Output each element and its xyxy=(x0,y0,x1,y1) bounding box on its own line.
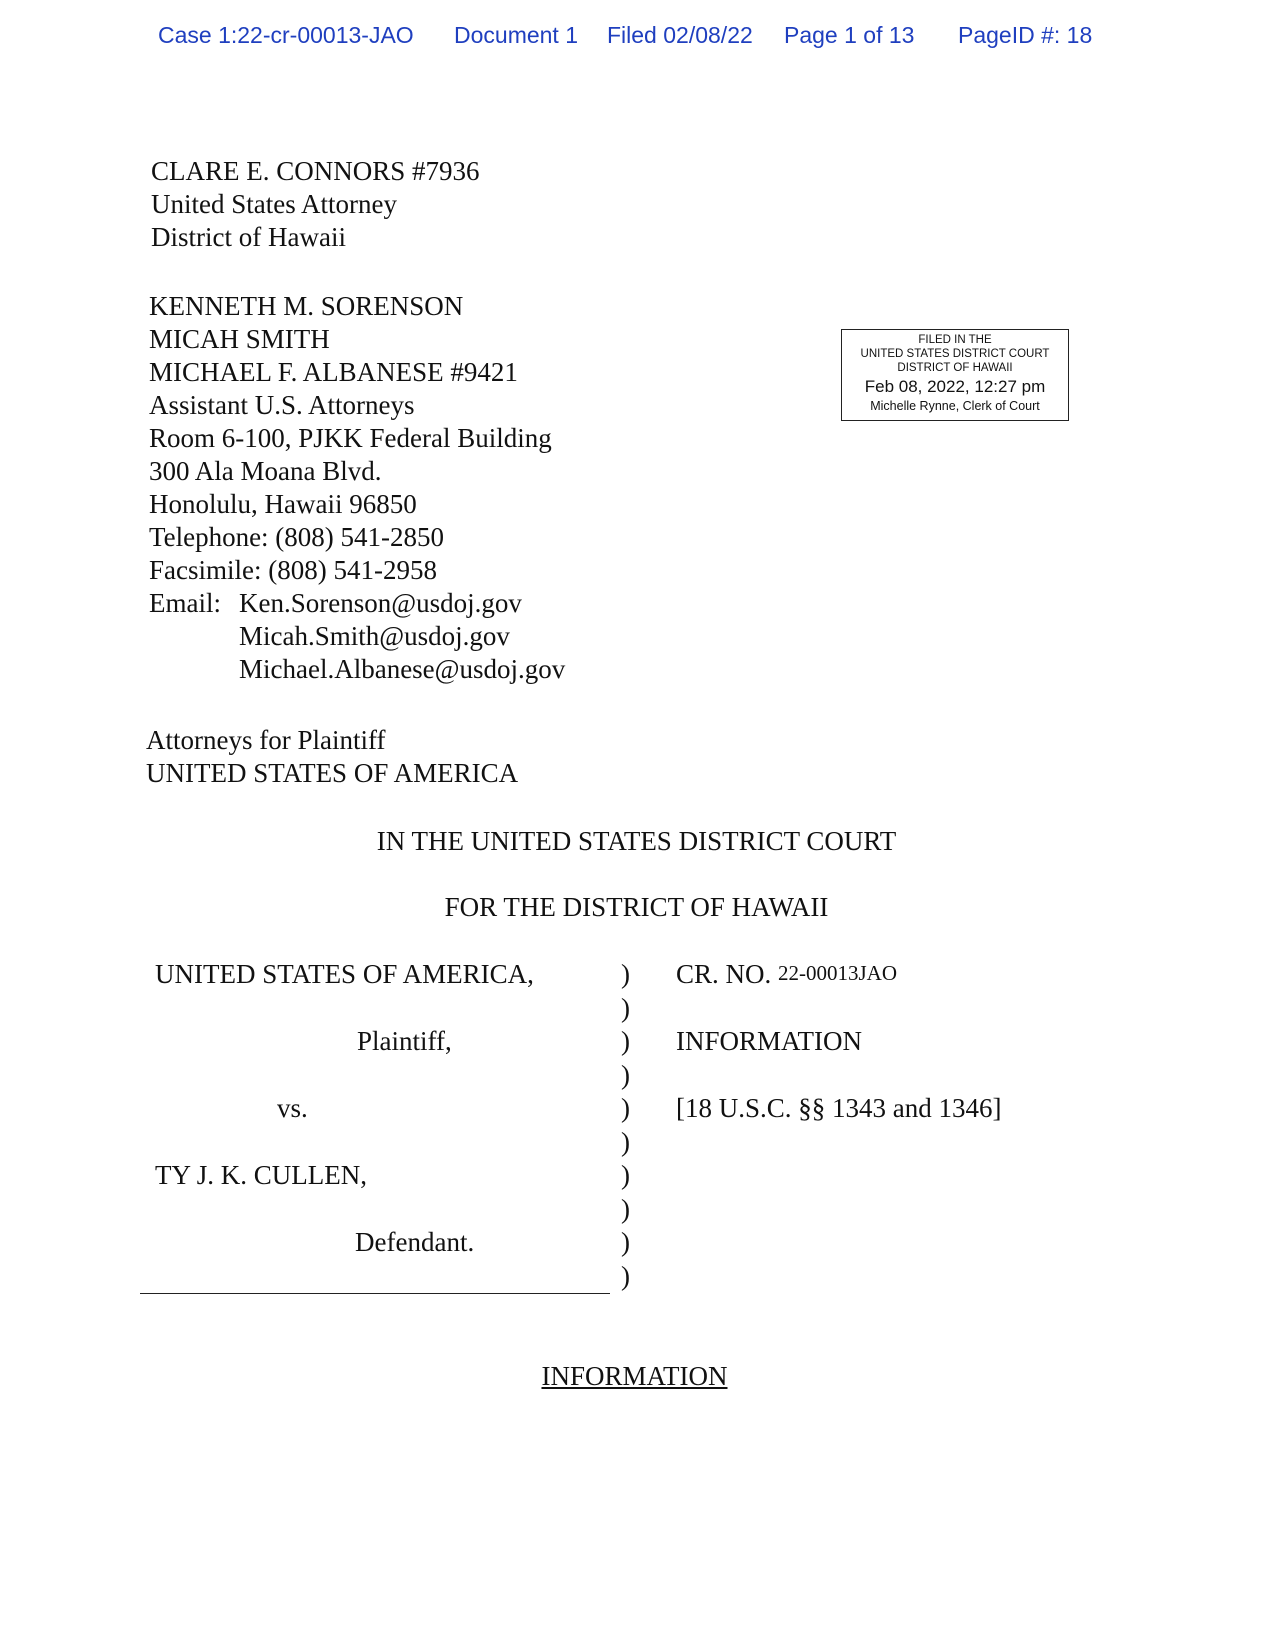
assistant-line: Honolulu, Hawaii 96850 xyxy=(149,489,417,519)
statute-citation: [18 U.S.C. §§ 1343 and 1346] xyxy=(676,1093,1002,1123)
header-filed: Filed 02/08/22 xyxy=(607,22,753,48)
filed-stamp xyxy=(841,329,1069,421)
case-number-value: 22-00013JAO xyxy=(778,961,898,985)
assistant-line: Facsimile: (808) 541-2958 xyxy=(149,555,437,585)
email-link[interactable]: Michael.Albanese@usdoj.gov xyxy=(239,654,566,684)
stamp-line-3: DISTRICT OF HAWAII xyxy=(897,362,1013,374)
caption-paren: ) xyxy=(621,1026,630,1056)
us-attorney-name: CLARE E. CONNORS #7936 xyxy=(151,156,480,186)
us-attorney-title: United States Attorney xyxy=(151,189,397,219)
header-page-id: PageID #: 18 xyxy=(958,22,1093,48)
caption-paren: ) xyxy=(621,1127,630,1157)
caption-paren: ) xyxy=(621,1194,630,1224)
caption-paren: ) xyxy=(621,993,630,1023)
assistants-block xyxy=(149,290,565,686)
attorneys-for-block xyxy=(146,724,518,790)
caption-paren: ) xyxy=(621,1060,630,1090)
us-attorney-district: District of Hawaii xyxy=(151,222,346,252)
email-row xyxy=(149,587,565,620)
caption-paren: ) xyxy=(621,959,630,989)
caption-plaintiff-role: Plaintiff, xyxy=(357,1026,452,1056)
case-number-label: CR. NO. xyxy=(676,959,772,989)
stamp-clerk: Michelle Rynne, Clerk of Court xyxy=(870,399,1040,413)
caption-rule xyxy=(140,1293,610,1294)
caption-paren: ) xyxy=(621,1261,630,1291)
caption-plaintiff-name: UNITED STATES OF AMERICA, xyxy=(155,959,534,989)
assistant-line: Telephone: (808) 541-2850 xyxy=(149,522,445,552)
header-page: Page 1 of 13 xyxy=(784,22,915,48)
assistant-line: 300 Ala Moana Blvd. xyxy=(149,456,382,486)
header-document: Document 1 xyxy=(454,22,579,48)
caption-defendant-role: Defendant. xyxy=(355,1227,475,1257)
caption-versus: vs. xyxy=(277,1093,308,1123)
assistant-line: MICHAEL F. ALBANESE #9421 xyxy=(149,357,518,387)
stamp-line-1: FILED IN THE xyxy=(918,334,992,346)
email-label: Email: xyxy=(149,588,221,618)
email-link[interactable]: Micah.Smith@usdoj.gov xyxy=(239,621,510,651)
stamp-line-2: UNITED STATES DISTRICT COURT xyxy=(860,348,1050,360)
document-type: INFORMATION xyxy=(676,1026,863,1056)
case-number xyxy=(676,959,897,990)
document-title-text: INFORMATION xyxy=(541,1361,728,1391)
caption-paren: ) xyxy=(621,1093,630,1123)
stamp-datetime: Feb 08, 2022, 12:27 pm xyxy=(864,377,1046,396)
email-link[interactable]: Ken.Sorenson@usdoj.gov xyxy=(239,588,522,618)
assistant-line: MICAH SMITH xyxy=(149,324,330,354)
caption-paren: ) xyxy=(621,1160,630,1190)
us-attorney-block xyxy=(151,155,480,254)
header-case: Case 1:22-cr-00013-JAO xyxy=(158,22,414,48)
attorneys-for-party: UNITED STATES OF AMERICA xyxy=(146,758,519,788)
assistant-line: Room 6-100, PJKK Federal Building xyxy=(149,423,552,453)
court-heading-line-2: FOR THE DISTRICT OF HAWAII xyxy=(444,892,829,922)
assistant-line: KENNETH M. SORENSON xyxy=(149,291,464,321)
assistant-line: Assistant U.S. Attorneys xyxy=(149,390,415,420)
attorneys-for-line: Attorneys for Plaintiff xyxy=(146,725,386,755)
court-heading-line-1: IN THE UNITED STATES DISTRICT COURT xyxy=(376,826,897,856)
caption-defendant-name: TY J. K. CULLEN, xyxy=(155,1160,367,1190)
caption-paren: ) xyxy=(621,1227,630,1257)
document-title xyxy=(0,1361,1261,1392)
